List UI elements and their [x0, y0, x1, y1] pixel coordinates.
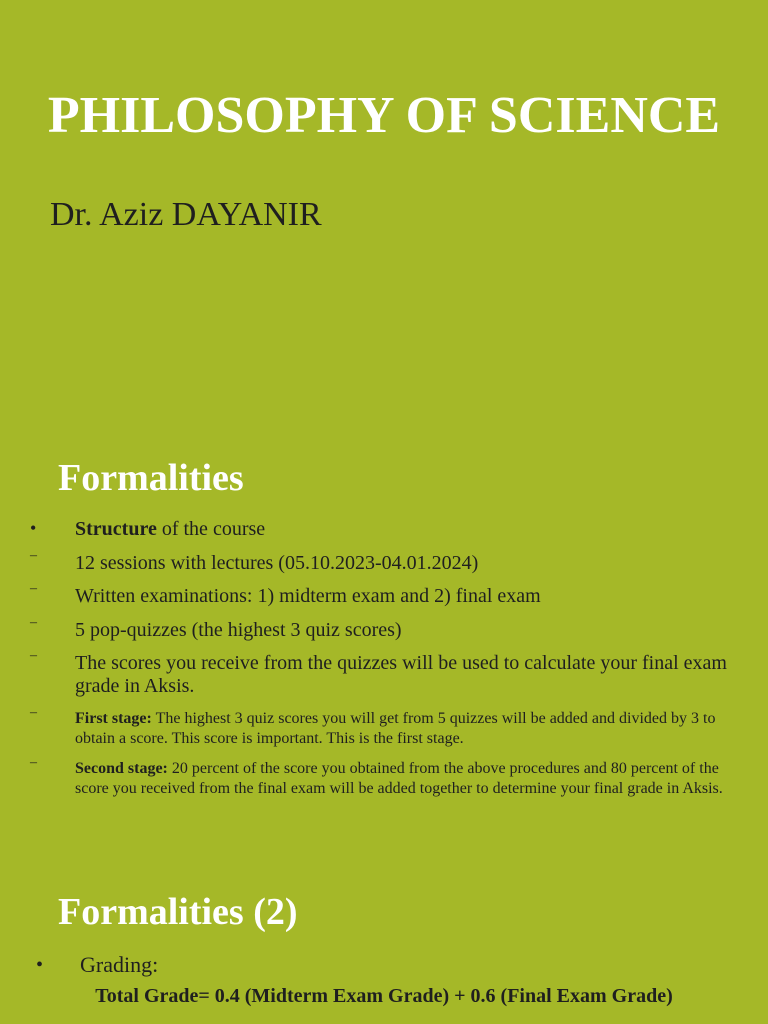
bullet-marker: • — [36, 954, 44, 976]
list-item-text — [75, 709, 735, 749]
list-item-text: 12 sessions with lectures (05.10.2023-04.01.2024) — [75, 552, 479, 574]
bold-label: Structure — [75, 518, 157, 540]
dash-marker: – — [30, 615, 37, 630]
presentation-title: PHILOSOPHY OF SCIENCE — [47, 87, 721, 144]
bold-label: Second stage: — [75, 760, 168, 777]
grade-formula: Total Grade= 0.4 (Midterm Exam Grade) + 0.6 (Final Exam Grade) — [95, 985, 673, 1007]
slide-title: Formalities — [58, 457, 244, 499]
grading-label: Grading: — [80, 952, 159, 977]
dash-marker: – — [30, 548, 37, 563]
list-item-text: The scores you receive from the quizzes will be used to calculate your final exam grade in Aksis. — [75, 652, 727, 697]
list-item-text: 5 pop-quizzes (the highest 3 quiz scores) — [75, 619, 402, 641]
dash-marker: – — [30, 648, 37, 663]
formalities-2-slide — [0, 880, 768, 1024]
list-item-text — [75, 759, 735, 799]
list-item-body: of the course — [156, 518, 266, 540]
list-item-body: 20 percent of the score you obtained from the above procedures and 80 percent of the score you received from the final exam will be added together to determine your final grade in Aksis. — [75, 760, 723, 797]
title-slide — [0, 0, 768, 420]
formalities-slide — [0, 440, 768, 870]
dash-marker: – — [30, 581, 37, 596]
slide-title: Formalities (2) — [58, 891, 298, 933]
bullet-marker: • — [30, 518, 37, 538]
author-name: Dr. Aziz DAYANIR — [50, 196, 322, 233]
dash-marker: – — [30, 705, 37, 720]
list-item-text — [75, 518, 735, 541]
dash-marker: – — [30, 755, 37, 770]
list-item-text: Written examinations: 1) midterm exam and 2) final exam — [75, 585, 541, 607]
list-item-body: The highest 3 quiz scores you will get from 5 quizzes will be added and divided by 3 to obtain a score. This score is important. This is the first stage. — [75, 710, 716, 747]
bold-label: First stage: — [75, 710, 152, 727]
